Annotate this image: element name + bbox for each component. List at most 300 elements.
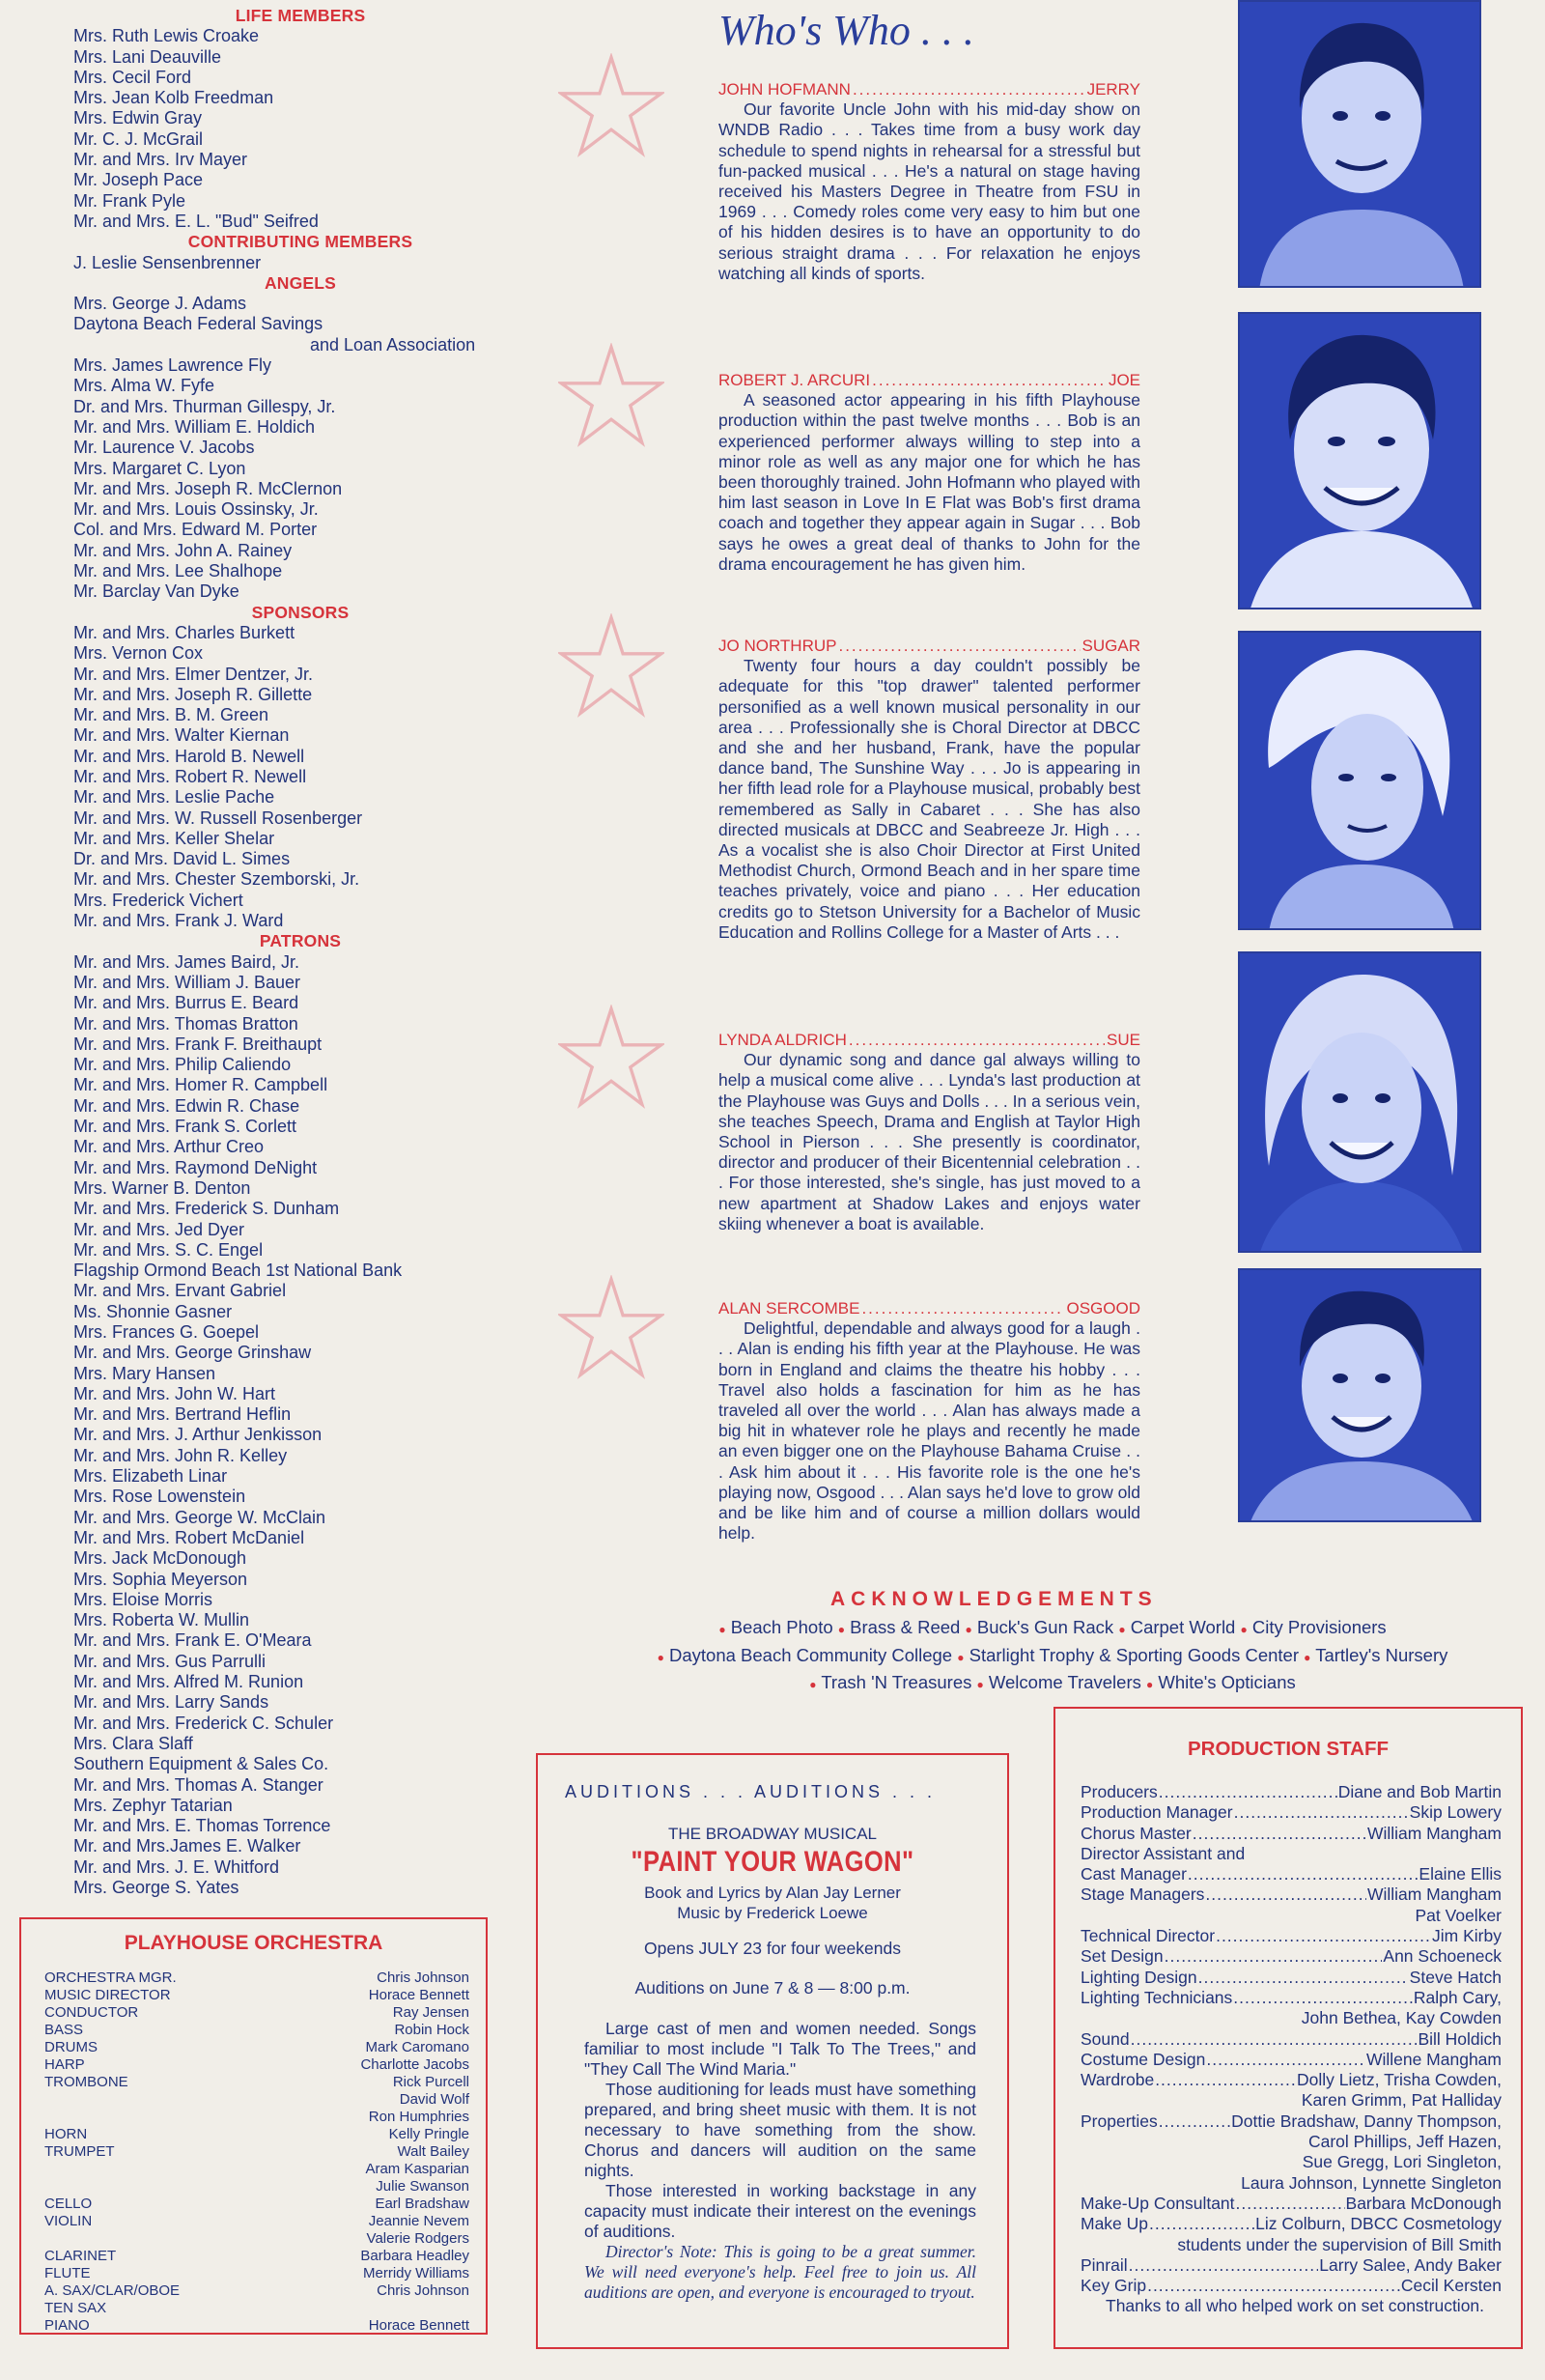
star-icon — [558, 1275, 664, 1381]
leader-dots — [1198, 1968, 1409, 1988]
donor-name: Flagship Ormond Beach 1st National Bank — [73, 1261, 403, 1281]
acknowledged-sponsor: Trash 'N Treasures — [816, 1672, 977, 1692]
donor-name: Mrs. Eloise Morris — [73, 1589, 213, 1609]
acknowledgement-line — [570, 1670, 1535, 1698]
donor-name: Mr. and Mrs. Robert McDaniel — [73, 1527, 305, 1547]
instrument: A. SAX/CLAR/OBOE — [44, 2282, 181, 2299]
bio-header — [718, 636, 1140, 656]
donor-name: Mr. and Mrs. Jed Dyer — [73, 1219, 245, 1239]
donor-name: Dr. and Mrs. Thurman Gillespy, Jr. — [73, 396, 336, 416]
donor-name: Mr. and Mrs. Keller Shelar — [73, 828, 275, 848]
bullet-icon: ● — [1304, 1650, 1311, 1664]
instrument: MUSIC DIRECTOR — [44, 1987, 171, 2003]
portrait-photo — [1238, 1268, 1481, 1522]
orchestra-row — [44, 2056, 469, 2074]
donor-name: Mr. and Mrs. Arthur Creo — [73, 1137, 265, 1157]
orchestra-row — [44, 2317, 469, 2335]
orchestra-row — [44, 1987, 469, 2004]
donor-name: Mr. and Mrs. Frank F. Breithaupt — [73, 1034, 323, 1054]
leader-dots — [1193, 1824, 1366, 1844]
role-name: JOE — [1108, 371, 1140, 389]
staff-row — [1081, 1946, 1502, 1967]
donor-name: Mrs. Jack McDonough — [73, 1548, 247, 1569]
staff-role: Make Up — [1081, 2214, 1149, 2234]
staff-name: Bill Holdich — [1418, 2028, 1502, 2049]
donor-name: Mrs. Elizabeth Linar — [73, 1466, 228, 1487]
donor-name: Mr. and Mrs. Joseph R. McClernon — [73, 478, 343, 498]
donor-section-heading: ANGELS — [264, 272, 337, 293]
leader-dots — [861, 1298, 1064, 1318]
musician: Rick Purcell — [392, 2074, 469, 2090]
staff-row — [1081, 2111, 1502, 2132]
show-credits-music: Music by Frederick Loewe — [677, 1904, 868, 1922]
staff-name: Skip Lowery — [1409, 1802, 1502, 1823]
bio-lynda-aldrich — [718, 1030, 1140, 1234]
bio-header — [718, 370, 1140, 390]
donor-name: Mr. and Mrs. Joseph R. Gillette — [73, 684, 313, 704]
donor-name: Mrs. George S. Yates — [73, 1878, 239, 1898]
donor-name: Mr. and Mrs. Frederick C. Schuler — [73, 1713, 334, 1733]
bullet-icon: ● — [809, 1678, 817, 1691]
auditions-paragraph: Those auditioning for leads must have something prepared, and bring sheet music with them. It is not necessary to have something from the show. Chorus and dancers will audition on the same nights. — [584, 2080, 976, 2180]
audition-dates: Auditions on June 7 & 8 — 8:00 p.m. — [634, 1978, 911, 1998]
donor-name: Mrs. Sophia Meyerson — [73, 1569, 248, 1589]
staff-row — [1081, 1824, 1502, 1844]
orchestra-row — [44, 2091, 469, 2109]
leader-dots — [1147, 2276, 1400, 2296]
staff-name: John Bethea, Kay Cowden — [1301, 2008, 1502, 2028]
staff-role: Cast Manager — [1081, 1864, 1187, 1884]
leader-dots — [1155, 2070, 1296, 2090]
instrument: CLARINET — [44, 2248, 117, 2264]
musician: Jeannie Nevem — [368, 2213, 469, 2229]
orchestra-row — [44, 2300, 469, 2317]
staff-name: Dottie Bradshaw, Danny Thompson, — [1231, 2111, 1502, 2131]
donor-name: Ms. Shonnie Gasner — [73, 1301, 233, 1321]
donor-name: Mrs. Ruth Lewis Croake — [73, 26, 260, 46]
donor-name: Mr. and Mrs. J. Arthur Jenkisson — [73, 1425, 323, 1445]
donor-name: Mr. and Mrs. Burrus E. Beard — [73, 993, 299, 1013]
show-title: "PAINT YOUR WAGON" — [631, 1846, 914, 1878]
donor-name: Mr. and Mrs. John R. Kelley — [73, 1445, 288, 1465]
orchestra-row — [44, 2022, 469, 2039]
actor-name: JO NORTHRUP — [718, 637, 837, 655]
staff-name: Steve Hatch — [1409, 1967, 1502, 1987]
donor-name: Mr. and Mrs. Philip Caliendo — [73, 1055, 292, 1075]
instrument: HORN — [44, 2126, 88, 2142]
leader-dots — [849, 1030, 1105, 1050]
instrument: TRUMPET — [44, 2143, 115, 2160]
staff-row — [1081, 1926, 1502, 1946]
staff-name: Ralph Cary, — [1413, 1987, 1502, 2007]
orchestra-row — [44, 2126, 469, 2143]
musician: Chris Johnson — [377, 2282, 469, 2299]
musician: Valerie Rodgers — [366, 2230, 469, 2247]
staff-name: Laura Johnson, Lynnette Singleton — [1241, 2172, 1502, 2193]
donor-name: Mr. Laurence V. Jacobs — [73, 438, 255, 458]
portrait-photo — [1238, 0, 1481, 288]
donor-name: Mrs. Frances G. Goepel — [73, 1322, 260, 1342]
donor-name: Mrs. Lani Deauville — [73, 46, 222, 67]
role-name: SUE — [1107, 1031, 1140, 1049]
leader-dots — [1149, 2214, 1254, 2234]
directors-note: Director's Note: This is going to be a great summer. We will need everyone's help. Feel free to join us. All auditions are open, and everyone is encouraged to tryout. — [584, 2242, 976, 2302]
orchestra-row — [44, 2230, 469, 2248]
bullet-icon: ● — [957, 1650, 965, 1664]
donor-name: Col. and Mrs. Edward M. Porter — [73, 520, 318, 540]
donor-name: Mr. and Mrs. Charles Burkett — [73, 622, 295, 642]
staff-row — [1081, 1968, 1502, 1988]
portrait-photo — [1238, 951, 1481, 1253]
musician: Barbara Headley — [360, 2248, 469, 2264]
musician: Merridy Williams — [363, 2265, 469, 2281]
staff-role: Lighting Technicians — [1081, 1987, 1233, 2007]
donor-name: Mr. and Mrs. Homer R. Campbell — [73, 1075, 328, 1095]
donor-name: Mrs. Rose Lowenstein — [73, 1487, 246, 1507]
auditions-header: AUDITIONS . . . AUDITIONS . . . — [565, 1782, 937, 1801]
musician: Ron Humphries — [368, 2109, 469, 2125]
acknowledgement-line — [570, 1615, 1535, 1643]
donor-name: Mr. and Mrs. Frederick S. Dunham — [73, 1199, 340, 1219]
bio-robert-arcuri — [718, 370, 1140, 575]
staff-name: Cecil Kersten — [1400, 2276, 1502, 2296]
staff-role: Pinrail — [1081, 2254, 1128, 2275]
star-icon — [558, 613, 664, 720]
instrument: FLUTE — [44, 2265, 91, 2281]
donor-name: Mr. and Mrs. Lee Shalhope — [73, 561, 283, 581]
production-staff-title: PRODUCTION STAFF — [1187, 1738, 1390, 1760]
staff-name: Karen Grimm, Pat Halliday — [1301, 2090, 1502, 2111]
donor-name: Mrs. Clara Slaff — [73, 1733, 193, 1753]
donor-name: Mr. Joseph Pace — [73, 170, 204, 190]
bullet-icon: ● — [718, 1623, 726, 1636]
acknowledged-sponsor: Buck's Gun Rack — [971, 1617, 1119, 1637]
acknowledgement-line — [570, 1643, 1535, 1671]
role-name: OSGOOD — [1066, 1299, 1140, 1318]
donor-name: Mrs. Margaret C. Lyon — [73, 458, 246, 478]
donor-name: Mr. and Mrs. William J. Bauer — [73, 972, 301, 992]
donor-name: Mr. and Mrs. George Grinshaw — [73, 1343, 312, 1363]
staff-role: Make-Up Consultant — [1081, 2193, 1235, 2213]
staff-row — [1081, 1782, 1502, 1802]
musician: Ray Jensen — [392, 2004, 469, 2021]
orchestra-row — [44, 2282, 469, 2300]
leader-dots — [1205, 1884, 1366, 1905]
staff-name: Sue Gregg, Lori Singleton, — [1302, 2152, 1502, 2172]
donor-name: Mr. and Mrs. Irv Mayer — [73, 150, 248, 170]
donor-name: Mr. and Mrs. John W. Hart — [73, 1383, 276, 1403]
portrait-photo — [1238, 631, 1481, 930]
auditions-body — [584, 2019, 976, 2303]
donor-name: and Loan Association — [310, 334, 476, 354]
staff-role: Set Design — [1081, 1946, 1164, 1967]
auditions-paragraph: Those interested in working backstage in any capacity must indicate their interest on the evenings of auditions. — [584, 2181, 976, 2241]
leader-dots — [1233, 1988, 1413, 2008]
musician: David Wolf — [399, 2091, 469, 2108]
bio-jo-northrup — [718, 636, 1140, 943]
donor-name: Mrs. Frederick Vichert — [73, 890, 243, 910]
staff-role: Lighting Design — [1081, 1967, 1197, 1987]
donor-name: Mr. Frank Pyle — [73, 190, 186, 211]
donor-name: Mrs. Cecil Ford — [73, 67, 192, 87]
leader-dots — [1129, 2255, 1319, 2276]
leader-dots — [1188, 1864, 1418, 1884]
acknowledged-sponsor: Carpet World — [1125, 1617, 1241, 1637]
staff-row — [1081, 1802, 1502, 1823]
staff-row — [1081, 2070, 1502, 2090]
donor-name: Dr. and Mrs. David L. Simes — [73, 849, 291, 869]
role-name: JERRY — [1086, 80, 1140, 99]
instrument: CELLO — [44, 2196, 93, 2212]
staff-role: Production Manager — [1081, 1802, 1233, 1823]
donor-name: Mr. and Mrs. Leslie Pache — [73, 787, 275, 808]
acknowledged-sponsor: Daytona Beach Community College — [663, 1644, 958, 1665]
staff-row — [1081, 2214, 1502, 2234]
whos-who-title: Who's Who . . . — [718, 7, 974, 54]
musician: Chris Johnson — [377, 1969, 469, 1986]
bio-header — [718, 79, 1140, 99]
donor-name: Southern Equipment & Sales Co. — [73, 1754, 329, 1774]
musician: Aram Kasparian — [365, 2161, 469, 2177]
donor-name: Mr. and Mrs.James E. Walker — [73, 1836, 301, 1856]
production-staff-box — [1053, 1707, 1523, 2349]
donor-name: Mr. and Mrs. Thomas Bratton — [73, 1013, 298, 1034]
donor-name: Mr. and Mrs. Frank S. Corlett — [73, 1117, 297, 1137]
donor-name: Mr. and Mrs. Gus Parrulli — [73, 1651, 267, 1671]
staff-name: Barbara McDonough — [1345, 2193, 1502, 2213]
donor-name: Mr. and Mrs. Elmer Dentzer, Jr. — [73, 664, 314, 684]
star-icon — [558, 343, 664, 449]
leader-dots — [1236, 2194, 1345, 2214]
musician: Mark Caromano — [365, 2039, 469, 2055]
donor-name: Mr. and Mrs. Raymond DeNight — [73, 1157, 318, 1177]
actor-name: LYNDA ALDRICH — [718, 1031, 847, 1049]
instrument: DRUMS — [44, 2039, 98, 2055]
acknowledged-sponsor: Brass & Reed — [845, 1617, 966, 1637]
donor-name: Mrs. Mary Hansen — [73, 1363, 216, 1383]
staff-role: Chorus Master — [1081, 1823, 1192, 1843]
donor-name: Mr. Barclay Van Dyke — [73, 581, 239, 602]
actor-name: ROBERT J. ARCURI — [718, 371, 871, 389]
staff-role: Sound — [1081, 2028, 1130, 2049]
bullet-icon: ● — [837, 1623, 846, 1636]
auditions-paragraph: Large cast of men and women needed. Songs familiar to most include "I Talk To The Trees," and "They Call The Wind Maria." — [584, 2019, 976, 2079]
acknowledgements-title: ACKNOWLEDGEMENTS — [830, 1588, 1158, 1610]
orchestra-row — [44, 2143, 469, 2161]
donor-name: Mr. and Mrs. Bertrand Heflin — [73, 1404, 292, 1425]
orchestra-row — [44, 2213, 469, 2230]
staff-name: William Mangham — [1366, 1823, 1502, 1843]
staff-row — [1081, 2050, 1502, 2070]
staff-role: Technical Director — [1081, 1926, 1216, 1946]
orchestra-row — [44, 1969, 469, 1987]
instrument: TROMBONE — [44, 2074, 128, 2090]
role-name: SUGAR — [1082, 637, 1140, 655]
actor-name: JOHN HOFMANN — [718, 80, 851, 99]
donor-section-heading: LIFE MEMBERS — [235, 6, 366, 25]
instrument: PIANO — [44, 2317, 90, 2334]
donor-name: Mrs. Vernon Cox — [73, 643, 204, 664]
orchestra-row — [44, 2039, 469, 2056]
orchestra-roster — [44, 1969, 469, 2335]
staff-role: Key Grip — [1081, 2276, 1147, 2296]
leader-dots — [1131, 2029, 1418, 2050]
musician: Julie Swanson — [376, 2178, 469, 2195]
musician: Earl Bradshaw — [375, 2196, 469, 2212]
leader-dots — [1234, 1802, 1409, 1823]
orchestra-row — [44, 2074, 469, 2091]
donor-section-heading: PATRONS — [259, 931, 342, 951]
staff-row — [1081, 1864, 1502, 1884]
star-icon — [558, 1005, 664, 1111]
instrument: CONDUCTOR — [44, 2004, 139, 2021]
show-credits-book: Book and Lyrics by Alan Jay Lerner — [644, 1884, 901, 1902]
bullet-icon: ● — [976, 1678, 984, 1691]
instrument: ORCHESTRA MGR. — [44, 1969, 177, 1986]
donor-name: Mr. and Mrs. S. C. Engel — [73, 1239, 264, 1260]
auditions-subtitle: THE BROADWAY MUSICAL — [668, 1825, 877, 1843]
acknowledged-sponsor: White's Opticians — [1153, 1672, 1296, 1692]
musician: Walt Bailey — [397, 2143, 469, 2160]
bio-john-hofmann — [718, 79, 1140, 284]
opening-date: Opens JULY 23 for four weekends — [644, 1939, 901, 1958]
staff-name: Willene Mangham — [1365, 2049, 1502, 2069]
donor-section-heading: CONTRIBUTING MEMBERS — [187, 232, 413, 252]
donor-name: Mr. and Mrs. Louis Ossinsky, Jr. — [73, 499, 319, 520]
bullet-icon: ● — [657, 1650, 664, 1664]
donor-name: Mrs. Jean Kolb Freedman — [73, 88, 274, 108]
staff-name: Dolly Lietz, Trisha Cowden, — [1296, 2070, 1502, 2090]
bio-text: Delightful, dependable and always good for a laugh . . . Alan is ending his fifth year at the Playhouse. He was born in England and claims the theatre his hobby . . . Travel also holds a fascination for him as he has traveled all over the world . . . Alan has always made a big hit in whatever role he plays and recently he made an even bigger one on the Playhouse Bahama Cruise . . . Ask him about it . . . His favorite role is the one he's playing now, Osgood . . . Alan says he'd love to grow old and be like him and of course a million dollars would help. — [718, 1318, 1140, 1544]
donor-name: Mr. and Mrs. Walter Kiernan — [73, 725, 290, 746]
donor-name: Mrs. Warner B. Denton — [73, 1177, 251, 1198]
instrument: HARP — [44, 2056, 85, 2073]
orchestra-row — [44, 2265, 469, 2282]
bullet-icon: ● — [1146, 1678, 1154, 1691]
staff-name: students under the supervision of Bill Smith — [1177, 2234, 1502, 2254]
donor-name: Mr. and Mrs. Robert R. Newell — [73, 766, 307, 786]
orchestra-row — [44, 2004, 469, 2022]
donor-name: Mr. and Mrs. William E. Holdich — [73, 416, 316, 437]
leader-dots — [1159, 2111, 1230, 2132]
donor-section-heading: SPONSORS — [251, 602, 350, 622]
leader-dots — [838, 636, 1080, 656]
staff-row — [1081, 2194, 1502, 2214]
bio-text: Twenty four hours a day couldn't possibly be adequate for this "top drawer" talented performer personified as a well known musical personality in our area . . . Professionally she is Choral Director at DBCC and she and her husband, Frank, have the popular dance band, The Sunshine Way . . . Jo is appearing in her fifth lead role for a Playhouse musical, probably best remembered as Sally in Cabaret . . . She has also directed musicals at DBCC and Seabreeze Jr. High . . . As a vocalist she is also Choir Director at First United Methodist Church, Ormond Beach and in her spare time teaches privately, voice and piano . . . Her education credits go to Stetson University for a Bachelor of Music Education and Rollins College for a Master of Arts . . . — [718, 656, 1140, 942]
donor-name: Mrs. Edwin Gray — [73, 108, 203, 128]
orchestra-row — [44, 2109, 469, 2126]
staff-name: Diane and Bob Martin — [1337, 1782, 1502, 1801]
staff-row — [1081, 2029, 1502, 2050]
bio-header — [718, 1298, 1140, 1318]
orchestra-row — [44, 2161, 469, 2178]
bio-header — [718, 1030, 1140, 1050]
bio-text: Our favorite Uncle John with his mid-day show on WNDB Radio . . . Takes time from a busy work day schedule to spend nights in rehearsal for a stressful but fun-packed musical . . . He's a natural on stage having received his Masters Degree in Theatre from FSU in 1969 . . . Comedy roles come very easy to him but one of his hidden desires is to have an opportunity to do serious straight drama . . . For relaxation he enjoys watching all kinds of sports. — [718, 99, 1140, 283]
donor-name: Mr. and Mrs. E. L. "Bud" Seifred — [73, 211, 319, 231]
donor-name: Mr. and Mrs. B. M. Green — [73, 705, 269, 725]
donor-name: Mr. and Mrs. J. E. Whitford — [73, 1856, 280, 1877]
playhouse-orchestra-box — [19, 1917, 488, 2335]
staff-name: Liz Colburn, DBCC Cosmetology — [1255, 2214, 1502, 2234]
donor-name: Daytona Beach Federal Savings — [73, 314, 323, 334]
donor-name: Mrs. James Lawrence Fly — [73, 355, 272, 376]
leader-dots — [1216, 1926, 1431, 1946]
donor-name: Mr. and Mrs. Frank J. Ward — [73, 911, 284, 931]
staff-row — [1081, 2276, 1502, 2296]
musician: Charlotte Jacobs — [360, 2056, 469, 2073]
bullet-icon: ● — [1118, 1623, 1126, 1636]
donor-name: Mr. and Mrs. W. Russell Rosenberger — [73, 808, 363, 828]
staff-name: Carol Phillips, Jeff Hazen, — [1307, 2132, 1502, 2152]
instrument: TEN SAX — [44, 2300, 107, 2316]
orchestra-row — [44, 2178, 469, 2196]
donor-name: Mr. C. J. McGrail — [73, 128, 203, 149]
donor-name: Mr. and Mrs. Ervant Gabriel — [73, 1281, 287, 1301]
donor-name: Mr. and Mrs. Alfred M. Runion — [73, 1672, 304, 1692]
leader-dots — [872, 370, 1107, 390]
staff-name: William Mangham — [1366, 1884, 1502, 1905]
bio-text: A seasoned actor appearing in his fifth Playhouse production within the past twelve months . . . Bob is an experienced performer always willing to step into a minor role as well as any major one for which he has been thoroughly trained. John Hofmann who played with him last season in Love In E Flat was Bob's first drama coach and together they appear again in Sugar . . . Bob says he owes a great deal of thanks to John for the drama encouragement he has given him. — [718, 390, 1140, 574]
orchestra-row — [44, 2248, 469, 2265]
staff-name: Elaine Ellis — [1419, 1864, 1502, 1884]
staff-row — [1081, 1884, 1502, 1905]
donor-name: Mrs. Zephyr Tatarian — [73, 1795, 233, 1815]
acknowledged-sponsor: Welcome Travelers — [983, 1672, 1147, 1692]
actor-name: ALAN SERCOMBE — [718, 1299, 860, 1318]
staff-role: Stage Managers — [1081, 1884, 1205, 1905]
staff-note: Thanks to all who helped work on set construction. — [1106, 2296, 1485, 2316]
donor-name: Mr. and Mrs. James Baird, Jr. — [73, 951, 300, 972]
bullet-icon: ● — [1240, 1623, 1248, 1636]
donor-name: Mr. and Mrs. Frank E. O'Meara — [73, 1630, 312, 1651]
donor-name: Mrs. Alma W. Fyfe — [73, 376, 215, 396]
staff-role: Wardrobe — [1081, 2070, 1155, 2090]
orchestra-row — [44, 2196, 469, 2213]
acknowledged-sponsor: Beach Photo — [725, 1617, 838, 1637]
staff-name: Jim Kirby — [1432, 1926, 1502, 1946]
production-staff-list — [1081, 1782, 1502, 2317]
orchestra-title: PLAYHOUSE ORCHESTRA — [124, 1932, 383, 1954]
donor-name: Mr. and Mrs. Chester Szemborski, Jr. — [73, 869, 360, 890]
donor-name: Mr. and Mrs. Harold B. Newell — [73, 746, 305, 766]
auditions-box — [536, 1753, 1009, 2349]
leader-dots — [1159, 1782, 1337, 1802]
acknowledgements-list — [570, 1615, 1535, 1698]
star-icon — [558, 53, 664, 159]
donor-name: Mr. and Mrs. Edwin R. Chase — [73, 1095, 300, 1116]
musician: Horace Bennett — [368, 1987, 469, 2003]
leader-dots — [1165, 1946, 1383, 1967]
bio-text: Our dynamic song and dance gal always willing to help a musical come alive . . . Lynda's last production at the Playhouse was Guys and Dolls . . . In a serious vein, she teaches Speech, Drama and English at Taylor High School in Pierson . . . She presently is coordinator, director and producer of their Bicentennial celebration . . . For those interested, she's single, has just moved to a new apartment at Shadow Lakes and enjoys water skiing whenever a boat is available. — [718, 1050, 1140, 1233]
donor-name: Mr. and Mrs. John A. Rainey — [73, 540, 293, 560]
portrait-photo — [1238, 312, 1481, 609]
donor-name: Mr. and Mrs. Larry Sands — [73, 1692, 269, 1713]
bullet-icon: ● — [965, 1623, 972, 1636]
staff-name: Ann Schoeneck — [1383, 1946, 1502, 1967]
bio-alan-sercombe — [718, 1298, 1140, 1544]
staff-name: Larry Salee, Andy Baker — [1319, 2254, 1502, 2275]
musician: Horace Bennett — [368, 2317, 469, 2334]
leader-dots — [1206, 2050, 1365, 2070]
musician: Kelly Pringle — [388, 2126, 469, 2142]
staff-name: Pat Voelker — [1415, 1905, 1502, 1925]
donor-list — [73, 6, 527, 1898]
musician: Robin Hock — [394, 2022, 469, 2038]
staff-row — [1081, 1988, 1502, 2008]
staff-role: Producers — [1081, 1782, 1158, 1801]
donor-name: Mr. and Mrs. Thomas A. Stanger — [73, 1774, 323, 1795]
staff-role: Properties — [1081, 2111, 1158, 2131]
